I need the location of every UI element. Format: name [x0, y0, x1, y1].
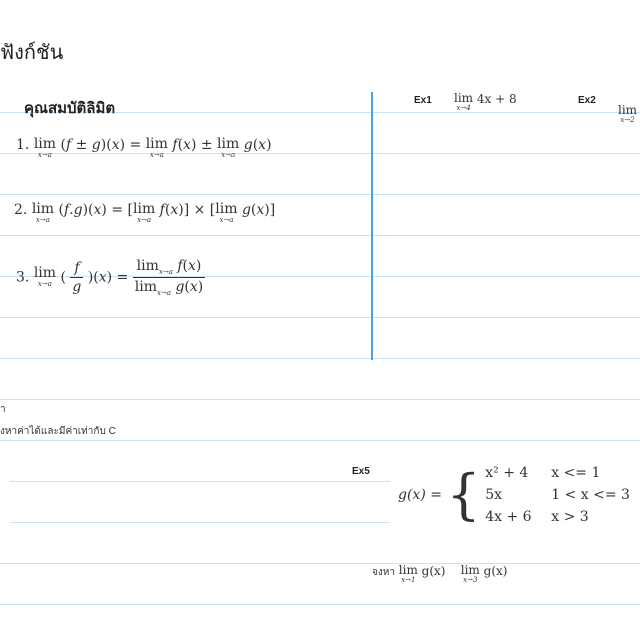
piecewise-cases: x² + 4 x <= 1 5x 1 < x <= 3 4x + 6 x > 3 — [485, 465, 630, 525]
section-heading: คุณสมบัติลิมิต — [24, 100, 116, 117]
lim-operator: lim x→3 — [460, 563, 480, 584]
lim-operator: lim x→a — [33, 136, 57, 159]
lim-operator: lim x→2 — [618, 103, 638, 124]
ruled-line — [10, 522, 390, 523]
lim-operator: lim x→1 — [398, 563, 418, 584]
ruled-line — [0, 563, 640, 564]
example-label-ex1: Ex1 — [414, 95, 432, 106]
ruled-line — [0, 440, 640, 441]
lim-operator: lim x→a — [33, 265, 57, 289]
page-title: ฟังก์ชัน — [0, 42, 64, 64]
brace-icon: { — [446, 463, 481, 526]
ruled-line — [0, 358, 640, 359]
fraction: $\frac{f}{g}$ — [72, 259, 82, 295]
lim-operator: lim x→a — [215, 201, 238, 224]
piecewise-function — [398, 462, 630, 528]
column-divider — [371, 92, 373, 360]
example-ex1-expression: lim x→4 4x + 8 — [454, 91, 517, 112]
function-name: g(x) = — [398, 487, 442, 503]
fraction: $\frac{\lim_{x\to a} f(x)}{\lim_{x\to a} g(x)}$ — [134, 258, 204, 297]
ruled-line — [0, 317, 640, 318]
example-ex5-question: จงหา lim x→1 g(x) lim x→3 g(x) — [372, 563, 508, 584]
lim-operator: lim x→a — [132, 201, 156, 224]
property-number: 3. — [16, 269, 30, 286]
note-line-2: งหาค่าได้และมีค่าเท่ากับ C — [0, 426, 116, 437]
example-label-ex5: Ex5 — [352, 466, 370, 477]
note-line-1: า — [0, 404, 6, 415]
property-number: 2. — [14, 202, 28, 218]
example-label-ex2: Ex2 — [578, 95, 596, 106]
ruled-line — [0, 194, 640, 195]
lim-operator: lim x→a — [31, 201, 55, 224]
lim-operator: lim x→a — [145, 136, 168, 159]
property-number: 1. — [16, 137, 30, 153]
ruled-line — [10, 481, 390, 482]
limit-property-2: 2. lim x→a (f.g)(x) = [lim x→a f(x)] × [lim x→a g(x)] — [14, 201, 276, 224]
ruled-line — [0, 399, 640, 400]
ruled-line — [0, 604, 640, 605]
example-ex2-expression — [618, 104, 637, 124]
lim-operator: lim x→a — [217, 136, 240, 159]
ruled-line — [0, 235, 640, 236]
limit-property-1: 1. lim x→a (f ± g)(x) = lim x→a f(x) ± lim x→a g(x) — [16, 136, 272, 159]
limit-property-3: 3. lim x→a ( $\frac{f}{g}$ )(x) = $\frac{\lim_{x\to a} f(x)}{\lim_{x\to a} g(x)}$ — [16, 258, 204, 297]
lim-operator: lim x→4 — [454, 91, 474, 112]
